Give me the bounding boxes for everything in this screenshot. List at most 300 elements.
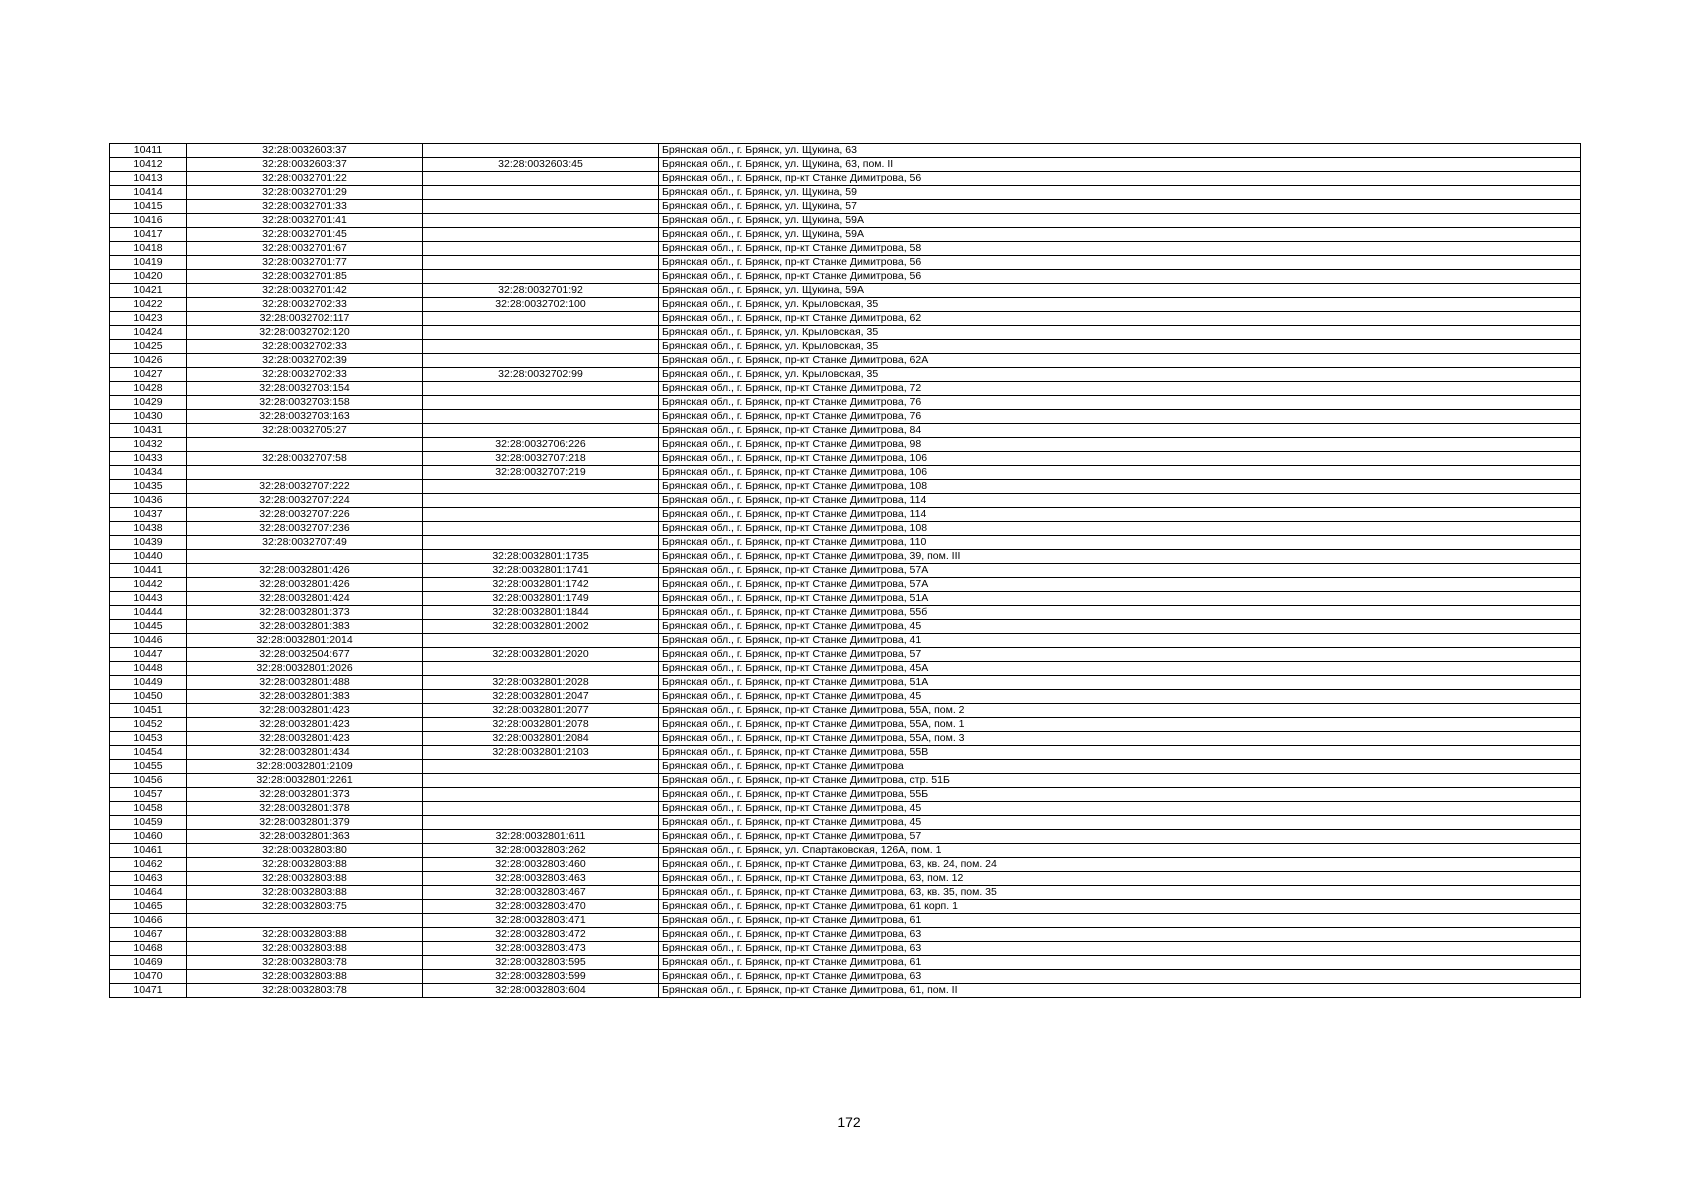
table-row <box>110 396 1581 410</box>
cadastral-number-cell: 32:28:0032702:117 <box>187 312 423 326</box>
address-cell: Брянская обл., г. Брянск, пр-кт Станке Димитрова, 57 <box>659 648 1581 662</box>
cadastral-number-cell: 32:28:0032803:88 <box>187 872 423 886</box>
row-number-cell: 10426 <box>110 354 187 368</box>
address-cell: Брянская обл., г. Брянск, пр-кт Станке Димитрова, 63, пом. 12 <box>659 872 1581 886</box>
row-number-cell: 10440 <box>110 550 187 564</box>
premises-number-cell: 32:28:0032801:1741 <box>423 564 659 578</box>
premises-number-cell: 32:28:0032801:2077 <box>423 704 659 718</box>
row-number-cell: 10451 <box>110 704 187 718</box>
row-number-cell: 10424 <box>110 326 187 340</box>
cadastral-number-cell: 32:28:0032701:45 <box>187 228 423 242</box>
row-number-cell: 10413 <box>110 172 187 186</box>
row-number-cell: 10462 <box>110 858 187 872</box>
address-cell: Брянская обл., г. Брянск, ул. Щукина, 57 <box>659 200 1581 214</box>
row-number-cell: 10452 <box>110 718 187 732</box>
table-row <box>110 466 1581 480</box>
table-row <box>110 900 1581 914</box>
premises-number-cell: 32:28:0032801:2084 <box>423 732 659 746</box>
address-cell: Брянская обл., г. Брянск, пр-кт Станке Димитрова, 57А <box>659 578 1581 592</box>
address-cell: Брянская обл., г. Брянск, пр-кт Станке Димитрова, 55А, пом. 3 <box>659 732 1581 746</box>
table-row <box>110 522 1581 536</box>
cadastral-number-cell: 32:28:0032803:88 <box>187 942 423 956</box>
premises-number-cell: 32:28:0032801:2028 <box>423 676 659 690</box>
premises-number-cell: 32:28:0032801:2020 <box>423 648 659 662</box>
address-cell: Брянская обл., г. Брянск, пр-кт Станке Димитрова, 63 <box>659 942 1581 956</box>
cadastral-number-cell: 32:28:0032803:88 <box>187 970 423 984</box>
table-row <box>110 606 1581 620</box>
address-cell: Брянская обл., г. Брянск, ул. Щукина, 63, пом. II <box>659 158 1581 172</box>
premises-number-cell <box>423 172 659 186</box>
cadastral-number-cell: 32:28:0032801:373 <box>187 788 423 802</box>
row-number-cell: 10447 <box>110 648 187 662</box>
address-cell: Брянская обл., г. Брянск, пр-кт Станке Димитрова, 45 <box>659 816 1581 830</box>
table-row <box>110 928 1581 942</box>
premises-number-cell <box>423 816 659 830</box>
cadastral-number-cell: 32:28:0032801:379 <box>187 816 423 830</box>
cadastral-number-cell: 32:28:0032603:37 <box>187 158 423 172</box>
premises-number-cell: 32:28:0032803:460 <box>423 858 659 872</box>
address-cell: Брянская обл., г. Брянск, пр-кт Станке Димитрова, 63 <box>659 928 1581 942</box>
premises-number-cell <box>423 270 659 284</box>
cadastral-number-cell: 32:28:0032504:677 <box>187 648 423 662</box>
address-cell: Брянская обл., г. Брянск, пр-кт Станке Димитрова, 76 <box>659 396 1581 410</box>
premises-number-cell: 32:28:0032801:1749 <box>423 592 659 606</box>
premises-number-cell: 32:28:0032702:99 <box>423 368 659 382</box>
table-row <box>110 942 1581 956</box>
premises-number-cell <box>423 382 659 396</box>
table-row <box>110 438 1581 452</box>
table-row <box>110 368 1581 382</box>
row-number-cell: 10412 <box>110 158 187 172</box>
table-row <box>110 494 1581 508</box>
address-cell: Брянская обл., г. Брянск, пр-кт Станке Димитрова, 114 <box>659 494 1581 508</box>
cadastral-number-cell: 32:28:0032707:58 <box>187 452 423 466</box>
cadastral-number-cell: 32:28:0032801:2109 <box>187 760 423 774</box>
cadastral-number-cell: 32:28:0032803:88 <box>187 858 423 872</box>
cadastral-number-cell: 32:28:0032707:226 <box>187 508 423 522</box>
row-number-cell: 10463 <box>110 872 187 886</box>
cadastral-number-cell <box>187 914 423 928</box>
premises-number-cell: 32:28:0032701:92 <box>423 284 659 298</box>
table-row <box>110 984 1581 998</box>
address-cell: Брянская обл., г. Брянск, пр-кт Станке Димитрова, 106 <box>659 452 1581 466</box>
address-cell: Брянская обл., г. Брянск, пр-кт Станке Димитрова, 57А <box>659 564 1581 578</box>
cadastral-number-cell: 32:28:0032801:363 <box>187 830 423 844</box>
table-row <box>110 760 1581 774</box>
premises-number-cell: 32:28:0032803:599 <box>423 970 659 984</box>
address-cell: Брянская обл., г. Брянск, пр-кт Станке Димитрова, 63 <box>659 970 1581 984</box>
row-number-cell: 10464 <box>110 886 187 900</box>
row-number-cell: 10446 <box>110 634 187 648</box>
address-cell: Брянская обл., г. Брянск, ул. Щукина, 59 <box>659 186 1581 200</box>
premises-number-cell: 32:28:0032803:473 <box>423 942 659 956</box>
address-cell: Брянская обл., г. Брянск, пр-кт Станке Димитрова, 62 <box>659 312 1581 326</box>
premises-number-cell <box>423 214 659 228</box>
address-cell: Брянская обл., г. Брянск, пр-кт Станке Димитрова, 58 <box>659 242 1581 256</box>
cadastral-number-cell: 32:28:0032701:41 <box>187 214 423 228</box>
premises-number-cell <box>423 228 659 242</box>
cadastral-number-cell: 32:28:0032801:373 <box>187 606 423 620</box>
row-number-cell: 10454 <box>110 746 187 760</box>
cadastral-number-cell: 32:28:0032803:78 <box>187 956 423 970</box>
row-number-cell: 10435 <box>110 480 187 494</box>
cadastral-number-cell <box>187 550 423 564</box>
premises-number-cell: 32:28:0032803:604 <box>423 984 659 998</box>
address-cell: Брянская обл., г. Брянск, ул. Щукина, 59А <box>659 284 1581 298</box>
row-number-cell: 10444 <box>110 606 187 620</box>
address-cell: Брянская обл., г. Брянск, пр-кт Станке Димитрова, 55В <box>659 746 1581 760</box>
table-row <box>110 284 1581 298</box>
row-number-cell: 10441 <box>110 564 187 578</box>
row-number-cell: 10428 <box>110 382 187 396</box>
address-cell: Брянская обл., г. Брянск, пр-кт Станке Димитрова, 72 <box>659 382 1581 396</box>
address-cell: Брянская обл., г. Брянск, пр-кт Станке Димитрова, 39, пом. III <box>659 550 1581 564</box>
premises-number-cell: 32:28:0032801:1735 <box>423 550 659 564</box>
premises-number-cell: 32:28:0032803:470 <box>423 900 659 914</box>
cadastral-number-cell: 32:28:0032703:163 <box>187 410 423 424</box>
address-cell: Брянская обл., г. Брянск, пр-кт Станке Димитрова, 55б <box>659 606 1581 620</box>
table-row <box>110 144 1581 158</box>
table-row <box>110 564 1581 578</box>
address-cell: Брянская обл., г. Брянск, пр-кт Станке Димитрова, 57 <box>659 830 1581 844</box>
address-cell: Брянская обл., г. Брянск, пр-кт Станке Димитрова, 63, кв. 35, пом. 35 <box>659 886 1581 900</box>
row-number-cell: 10425 <box>110 340 187 354</box>
row-number-cell: 10445 <box>110 620 187 634</box>
cadastral-number-cell: 32:28:0032801:383 <box>187 620 423 634</box>
row-number-cell: 10455 <box>110 760 187 774</box>
address-cell: Брянская обл., г. Брянск, пр-кт Станке Димитрова, 56 <box>659 256 1581 270</box>
cadastral-number-cell: 32:28:0032801:423 <box>187 732 423 746</box>
premises-number-cell <box>423 634 659 648</box>
address-cell: Брянская обл., г. Брянск, пр-кт Станке Димитрова, 61 корп. 1 <box>659 900 1581 914</box>
cadastral-number-cell: 32:28:0032701:67 <box>187 242 423 256</box>
table-row <box>110 172 1581 186</box>
table-row <box>110 354 1581 368</box>
premises-number-cell: 32:28:0032803:471 <box>423 914 659 928</box>
cadastral-number-cell: 32:28:0032803:78 <box>187 984 423 998</box>
premises-number-cell: 32:28:0032803:463 <box>423 872 659 886</box>
premises-number-cell: 32:28:0032706:226 <box>423 438 659 452</box>
premises-number-cell: 32:28:0032803:467 <box>423 886 659 900</box>
row-number-cell: 10417 <box>110 228 187 242</box>
row-number-cell: 10443 <box>110 592 187 606</box>
row-number-cell: 10427 <box>110 368 187 382</box>
row-number-cell: 10467 <box>110 928 187 942</box>
address-cell: Брянская обл., г. Брянск, ул. Крыловская, 35 <box>659 340 1581 354</box>
address-cell: Брянская обл., г. Брянск, пр-кт Станке Димитрова, 45 <box>659 620 1581 634</box>
address-cell: Брянская обл., г. Брянск, ул. Крыловская, 35 <box>659 298 1581 312</box>
row-number-cell: 10456 <box>110 774 187 788</box>
table-row <box>110 298 1581 312</box>
table-row <box>110 382 1581 396</box>
address-cell: Брянская обл., г. Брянск, пр-кт Станке Димитрова, 45А <box>659 662 1581 676</box>
cadastral-number-cell: 32:28:0032603:37 <box>187 144 423 158</box>
cadastral-number-cell: 32:28:0032707:236 <box>187 522 423 536</box>
row-number-cell: 10434 <box>110 466 187 480</box>
premises-number-cell: 32:28:0032803:595 <box>423 956 659 970</box>
premises-number-cell <box>423 410 659 424</box>
premises-number-cell <box>423 256 659 270</box>
row-number-cell: 10460 <box>110 830 187 844</box>
premises-number-cell: 32:28:0032803:262 <box>423 844 659 858</box>
cadastral-number-cell: 32:28:0032801:2014 <box>187 634 423 648</box>
premises-number-cell <box>423 774 659 788</box>
row-number-cell: 10418 <box>110 242 187 256</box>
address-cell: Брянская обл., г. Брянск, пр-кт Станке Димитрова, 61 <box>659 956 1581 970</box>
table-row <box>110 676 1581 690</box>
cadastral-number-cell: 32:28:0032801:383 <box>187 690 423 704</box>
address-cell: Брянская обл., г. Брянск, пр-кт Станке Димитрова, 76 <box>659 410 1581 424</box>
row-number-cell: 10431 <box>110 424 187 438</box>
address-cell: Брянская обл., г. Брянск, пр-кт Станке Димитрова, 63, кв. 24, пом. 24 <box>659 858 1581 872</box>
cadastral-number-cell: 32:28:0032701:42 <box>187 284 423 298</box>
row-number-cell: 10468 <box>110 942 187 956</box>
premises-number-cell <box>423 144 659 158</box>
row-number-cell: 10437 <box>110 508 187 522</box>
address-cell: Брянская обл., г. Брянск, пр-кт Станке Димитрова, 55Б <box>659 788 1581 802</box>
cadastral-number-cell: 32:28:0032803:88 <box>187 886 423 900</box>
row-number-cell: 10471 <box>110 984 187 998</box>
address-cell: Брянская обл., г. Брянск, пр-кт Станке Димитрова, 84 <box>659 424 1581 438</box>
row-number-cell: 10423 <box>110 312 187 326</box>
table-row <box>110 326 1581 340</box>
row-number-cell: 10421 <box>110 284 187 298</box>
table-row <box>110 480 1581 494</box>
row-number-cell: 10436 <box>110 494 187 508</box>
premises-number-cell <box>423 340 659 354</box>
cadastral-number-cell: 32:28:0032701:85 <box>187 270 423 284</box>
premises-number-cell <box>423 354 659 368</box>
row-number-cell: 10414 <box>110 186 187 200</box>
cadastral-number-cell <box>187 438 423 452</box>
row-number-cell: 10453 <box>110 732 187 746</box>
address-cell: Брянская обл., г. Брянск, пр-кт Станке Димитрова, 56 <box>659 270 1581 284</box>
registry-table-body <box>110 144 1581 998</box>
property-registry-table <box>109 143 1581 998</box>
table-row <box>110 312 1581 326</box>
cadastral-number-cell: 32:28:0032803:88 <box>187 928 423 942</box>
row-number-cell: 10432 <box>110 438 187 452</box>
table-row <box>110 746 1581 760</box>
page-number: 172 <box>837 1114 861 1130</box>
cadastral-number-cell: 32:28:0032801:423 <box>187 718 423 732</box>
row-number-cell: 10411 <box>110 144 187 158</box>
table-row <box>110 662 1581 676</box>
cadastral-number-cell <box>187 466 423 480</box>
address-cell: Брянская обл., г. Брянск, пр-кт Станке Димитрова, 110 <box>659 536 1581 550</box>
premises-number-cell <box>423 480 659 494</box>
address-cell: Брянская обл., г. Брянск, пр-кт Станке Димитрова, стр. 51Б <box>659 774 1581 788</box>
row-number-cell: 10448 <box>110 662 187 676</box>
cadastral-number-cell: 32:28:0032702:33 <box>187 368 423 382</box>
premises-number-cell <box>423 760 659 774</box>
table-row <box>110 704 1581 718</box>
premises-number-cell <box>423 522 659 536</box>
row-number-cell: 10470 <box>110 970 187 984</box>
premises-number-cell <box>423 494 659 508</box>
table-row <box>110 718 1581 732</box>
table-row <box>110 578 1581 592</box>
address-cell: Брянская обл., г. Брянск, пр-кт Станке Димитрова, 61 <box>659 914 1581 928</box>
cadastral-number-cell: 32:28:0032801:2261 <box>187 774 423 788</box>
cadastral-number-cell: 32:28:0032702:33 <box>187 298 423 312</box>
row-number-cell: 10449 <box>110 676 187 690</box>
row-number-cell: 10430 <box>110 410 187 424</box>
table-row <box>110 634 1581 648</box>
cadastral-number-cell: 32:28:0032801:423 <box>187 704 423 718</box>
premises-number-cell <box>423 186 659 200</box>
table-row <box>110 690 1581 704</box>
cadastral-number-cell: 32:28:0032801:2026 <box>187 662 423 676</box>
cadastral-number-cell: 32:28:0032702:120 <box>187 326 423 340</box>
row-number-cell: 10429 <box>110 396 187 410</box>
address-cell: Брянская обл., г. Брянск, ул. Спартаковская, 126А, пом. 1 <box>659 844 1581 858</box>
address-cell: Брянская обл., г. Брянск, пр-кт Станке Димитрова, 45 <box>659 690 1581 704</box>
cadastral-number-cell: 32:28:0032801:488 <box>187 676 423 690</box>
cadastral-number-cell: 32:28:0032703:158 <box>187 396 423 410</box>
table-row <box>110 340 1581 354</box>
cadastral-number-cell: 32:28:0032801:426 <box>187 564 423 578</box>
row-number-cell: 10419 <box>110 256 187 270</box>
table-row <box>110 816 1581 830</box>
address-cell: Брянская обл., г. Брянск, пр-кт Станке Димитрова, 51А <box>659 676 1581 690</box>
table-row <box>110 256 1581 270</box>
table-row <box>110 830 1581 844</box>
cadastral-number-cell: 32:28:0032801:426 <box>187 578 423 592</box>
premises-number-cell: 32:28:0032707:218 <box>423 452 659 466</box>
cadastral-number-cell: 32:28:0032801:434 <box>187 746 423 760</box>
table-row <box>110 270 1581 284</box>
row-number-cell: 10450 <box>110 690 187 704</box>
row-number-cell: 10459 <box>110 816 187 830</box>
row-number-cell: 10415 <box>110 200 187 214</box>
cadastral-number-cell: 32:28:0032702:33 <box>187 340 423 354</box>
row-number-cell: 10438 <box>110 522 187 536</box>
row-number-cell: 10465 <box>110 900 187 914</box>
cadastral-number-cell: 32:28:0032801:424 <box>187 592 423 606</box>
row-number-cell: 10458 <box>110 802 187 816</box>
table-row <box>110 550 1581 564</box>
row-number-cell: 10420 <box>110 270 187 284</box>
table-row <box>110 158 1581 172</box>
address-cell: Брянская обл., г. Брянск, пр-кт Станке Димитрова, 45 <box>659 802 1581 816</box>
address-cell: Брянская обл., г. Брянск, пр-кт Станке Димитрова, 61, пом. II <box>659 984 1581 998</box>
row-number-cell: 10457 <box>110 788 187 802</box>
address-cell: Брянская обл., г. Брянск, пр-кт Станке Димитрова <box>659 760 1581 774</box>
premises-number-cell <box>423 242 659 256</box>
cadastral-number-cell: 32:28:0032701:22 <box>187 172 423 186</box>
table-row <box>110 886 1581 900</box>
premises-number-cell <box>423 662 659 676</box>
premises-number-cell <box>423 802 659 816</box>
address-cell: Брянская обл., г. Брянск, ул. Щукина, 63 <box>659 144 1581 158</box>
table-row <box>110 592 1581 606</box>
row-number-cell: 10416 <box>110 214 187 228</box>
table-row <box>110 410 1581 424</box>
cadastral-number-cell: 32:28:0032707:49 <box>187 536 423 550</box>
row-number-cell: 10439 <box>110 536 187 550</box>
table-row <box>110 536 1581 550</box>
premises-number-cell: 32:28:0032707:219 <box>423 466 659 480</box>
table-row <box>110 788 1581 802</box>
cadastral-number-cell: 32:28:0032701:33 <box>187 200 423 214</box>
premises-number-cell <box>423 536 659 550</box>
table-row <box>110 844 1581 858</box>
row-number-cell: 10461 <box>110 844 187 858</box>
premises-number-cell: 32:28:0032801:2002 <box>423 620 659 634</box>
premises-number-cell: 32:28:0032801:611 <box>423 830 659 844</box>
row-number-cell: 10442 <box>110 578 187 592</box>
address-cell: Брянская обл., г. Брянск, пр-кт Станке Димитрова, 55А, пом. 1 <box>659 718 1581 732</box>
cadastral-number-cell: 32:28:0032703:154 <box>187 382 423 396</box>
table-row <box>110 452 1581 466</box>
table-row <box>110 228 1581 242</box>
table-row <box>110 648 1581 662</box>
address-cell: Брянская обл., г. Брянск, пр-кт Станке Димитрова, 108 <box>659 522 1581 536</box>
address-cell: Брянская обл., г. Брянск, пр-кт Станке Димитрова, 55А, пом. 2 <box>659 704 1581 718</box>
premises-number-cell <box>423 508 659 522</box>
premises-number-cell: 32:28:0032702:100 <box>423 298 659 312</box>
table-row <box>110 242 1581 256</box>
address-cell: Брянская обл., г. Брянск, ул. Щукина, 59А <box>659 228 1581 242</box>
address-cell: Брянская обл., г. Брянск, пр-кт Станке Димитрова, 56 <box>659 172 1581 186</box>
table-row <box>110 970 1581 984</box>
address-cell: Брянская обл., г. Брянск, пр-кт Станке Димитрова, 114 <box>659 508 1581 522</box>
premises-number-cell <box>423 396 659 410</box>
premises-number-cell <box>423 326 659 340</box>
premises-number-cell: 32:28:0032801:1844 <box>423 606 659 620</box>
table-row <box>110 508 1581 522</box>
table-row <box>110 200 1581 214</box>
table-row <box>110 802 1581 816</box>
table-row <box>110 872 1581 886</box>
address-cell: Брянская обл., г. Брянск, пр-кт Станке Димитрова, 51А <box>659 592 1581 606</box>
premises-number-cell <box>423 200 659 214</box>
address-cell: Брянская обл., г. Брянск, пр-кт Станке Димитрова, 62А <box>659 354 1581 368</box>
cadastral-number-cell: 32:28:0032707:222 <box>187 480 423 494</box>
table-row <box>110 774 1581 788</box>
premises-number-cell: 32:28:0032801:1742 <box>423 578 659 592</box>
table-row <box>110 620 1581 634</box>
premises-number-cell <box>423 312 659 326</box>
row-number-cell: 10466 <box>110 914 187 928</box>
table-row <box>110 214 1581 228</box>
address-cell: Брянская обл., г. Брянск, ул. Крыловская, 35 <box>659 326 1581 340</box>
cadastral-number-cell: 32:28:0032702:39 <box>187 354 423 368</box>
table-row <box>110 914 1581 928</box>
table-row <box>110 424 1581 438</box>
address-cell: Брянская обл., г. Брянск, пр-кт Станке Димитрова, 41 <box>659 634 1581 648</box>
premises-number-cell: 32:28:0032803:472 <box>423 928 659 942</box>
cadastral-number-cell: 32:28:0032707:224 <box>187 494 423 508</box>
premises-number-cell: 32:28:0032801:2047 <box>423 690 659 704</box>
table-row <box>110 732 1581 746</box>
cadastral-number-cell: 32:28:0032801:378 <box>187 802 423 816</box>
premises-number-cell <box>423 424 659 438</box>
address-cell: Брянская обл., г. Брянск, пр-кт Станке Димитрова, 106 <box>659 466 1581 480</box>
cadastral-number-cell: 32:28:0032803:75 <box>187 900 423 914</box>
premises-number-cell: 32:28:0032603:45 <box>423 158 659 172</box>
table-row <box>110 186 1581 200</box>
row-number-cell: 10433 <box>110 452 187 466</box>
premises-number-cell <box>423 788 659 802</box>
address-cell: Брянская обл., г. Брянск, пр-кт Станке Димитрова, 108 <box>659 480 1581 494</box>
table-row <box>110 858 1581 872</box>
table-row <box>110 956 1581 970</box>
premises-number-cell: 32:28:0032801:2078 <box>423 718 659 732</box>
address-cell: Брянская обл., г. Брянск, ул. Щукина, 59А <box>659 214 1581 228</box>
row-number-cell: 10469 <box>110 956 187 970</box>
